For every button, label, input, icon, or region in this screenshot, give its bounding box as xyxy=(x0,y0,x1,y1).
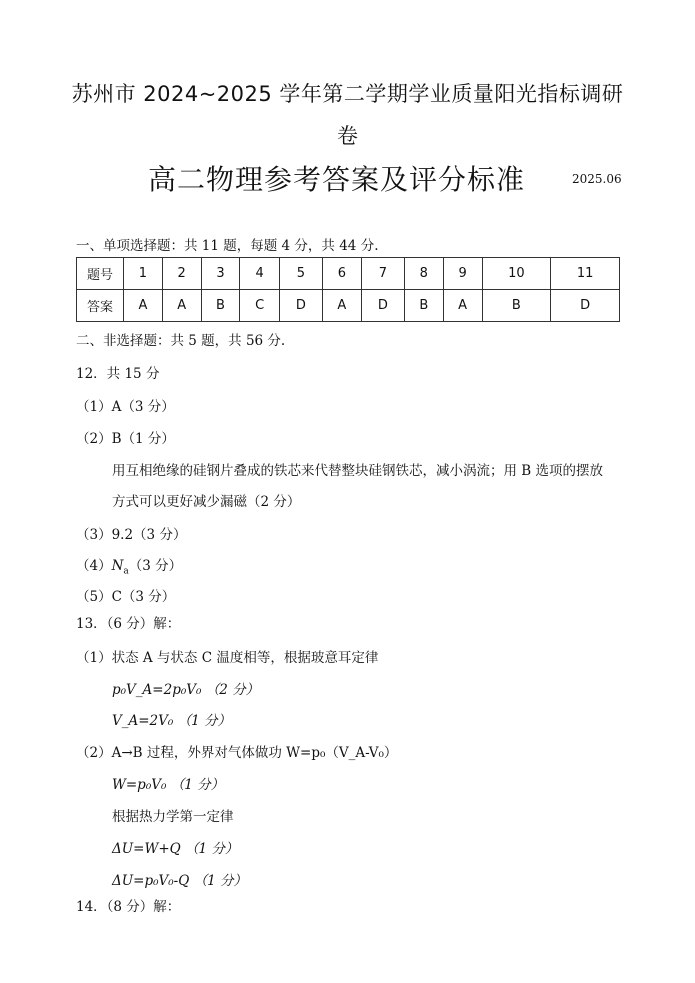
answer-table xyxy=(76,257,620,322)
q13-eq2: V_A=2V₀ （1 分） xyxy=(112,713,231,729)
table-cell: B xyxy=(482,290,551,322)
q13-law: 根据热力学第一定律 xyxy=(112,809,234,825)
q12-part3: （3）9.2（3 分） xyxy=(76,527,187,543)
q12-part1: （1）A（3 分） xyxy=(76,399,175,415)
table-cell: 11 xyxy=(551,258,620,290)
table-cell: D xyxy=(361,290,404,322)
document-main-title: 高二物理参考答案及评分标准 xyxy=(148,163,526,196)
table-cell: 2 xyxy=(162,258,201,290)
q13-part2-text: （2）A→B 过程，外界对气体做功 W=p₀（V_A-V₀） xyxy=(76,745,398,761)
section1-heading: 一、单项选择题：共 11 题，每题 4 分，共 44 分. xyxy=(76,238,379,254)
table-cell: A xyxy=(443,290,482,322)
table-cell: 9 xyxy=(443,258,482,290)
q13-header: 13．（6 分）解： xyxy=(76,616,181,632)
table-row-label: 题号 xyxy=(77,258,124,290)
table-cell: 5 xyxy=(279,258,322,290)
table-row-numbers xyxy=(77,258,620,290)
q12-part4-prefix: （4） xyxy=(76,558,112,574)
document-title-line1: 苏州市 2024~2025 学年第二学期学业质量阳光指标调研 xyxy=(71,82,624,106)
table-cell: A xyxy=(162,290,201,322)
table-cell: B xyxy=(404,290,443,322)
q13-eq4: ΔU=W+Q （1 分） xyxy=(112,841,239,857)
q12-part4-var: N xyxy=(111,558,124,574)
q13-part1-text: （1）状态 A 与状态 C 温度相等，根据玻意耳定律 xyxy=(76,650,379,666)
table-cell: B xyxy=(201,290,240,322)
q12-part2: （2）B（1 分） xyxy=(76,431,175,447)
table-cell: D xyxy=(279,290,322,322)
q12-part2-text2: 方式可以更好减少漏磁（2 分） xyxy=(112,494,301,510)
table-cell: 3 xyxy=(201,258,240,290)
table-cell: A xyxy=(322,290,361,322)
table-cell: C xyxy=(240,290,279,322)
table-cell: 10 xyxy=(482,258,551,290)
table-cell: D xyxy=(551,290,620,322)
q12-header: 12．共 15 分 xyxy=(76,366,160,382)
q12-part4-suffix: （3 分） xyxy=(128,558,183,574)
q13-eq5: ΔU=p₀V₀-Q （1 分） xyxy=(112,873,247,889)
q13-eq1: p₀V_A=2p₀V₀ （2 分） xyxy=(112,682,260,698)
table-row-label: 答案 xyxy=(77,290,124,322)
q13-eq3: W=p₀V₀ （1 分） xyxy=(112,777,225,793)
table-cell: 4 xyxy=(240,258,279,290)
table-cell: A xyxy=(124,290,163,322)
q12-part4-sub: a xyxy=(123,566,129,577)
q12-part2-text1: 用互相绝缘的硅钢片叠成的铁芯来代替整块硅钢铁芯，减小涡流；用 B 选项的摆放 xyxy=(112,463,604,479)
table-cell: 6 xyxy=(322,258,361,290)
q12-part4 xyxy=(76,554,182,577)
document-date: 2025.06 xyxy=(572,172,622,186)
table-cell: 1 xyxy=(124,258,163,290)
table-cell: 8 xyxy=(404,258,443,290)
q14-header: 14．（8 分）解： xyxy=(76,899,181,915)
q12-part5: （5）C（3 分） xyxy=(76,589,176,605)
table-cell: 7 xyxy=(361,258,404,290)
section2-heading: 二、非选择题：共 5 题，共 56 分. xyxy=(76,333,286,349)
table-row-answers xyxy=(77,290,620,322)
document-title-line2: 卷 xyxy=(337,124,358,148)
